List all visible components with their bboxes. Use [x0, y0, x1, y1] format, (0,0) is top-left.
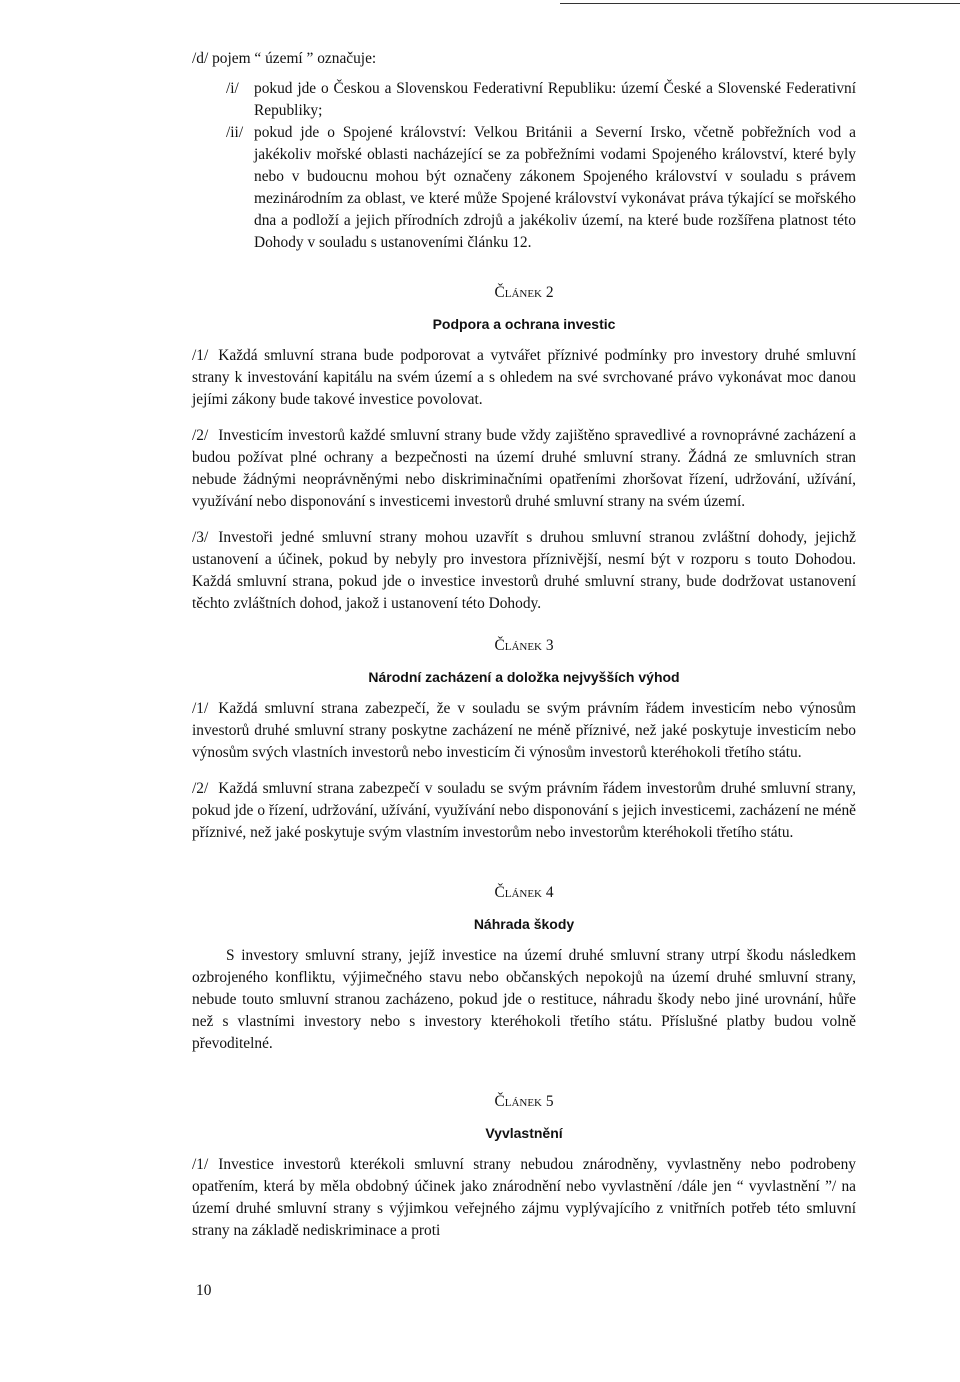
article-4-paragraph: S investory smluvní strany, jejíž investice na území druhé smluvní strany utrpí škodu následkem ozbrojeného konfliktu, výjimečného stavu nebo občanských nepokojů na území druhé smluvní strany, nebude touto smluvní stranou zacházeno, pokud jde o restituce, náhradu škody nebo jiné urovnání, hůře než s vlastními investory nebo s investory kteréhokoli třetího státu. Příslušné platby budou volně převoditelné.	[192, 947, 856, 1052]
article-2-paragraph-1	[192, 345, 856, 411]
article-2-paragraph-3	[192, 527, 856, 615]
article-number: Článek 3	[494, 637, 554, 654]
article-title: Náhrada škody	[473, 916, 575, 932]
definition-intro: /d/ pojem “ území ” označuje:	[192, 50, 377, 67]
article-2-paragraph-2	[192, 425, 856, 513]
article-5-paragraph-1	[192, 1154, 856, 1242]
paragraph-label: /1/	[192, 347, 209, 364]
article-number: Článek 5	[494, 1093, 554, 1110]
article-2	[192, 282, 856, 335]
article-title: Podpora a ochrana investic	[432, 316, 616, 332]
article-3-paragraph-1	[192, 698, 856, 764]
paragraph-label: /2/	[192, 780, 209, 797]
sub-item-i	[226, 78, 856, 122]
sub-item-text: pokud jde o Spojené království: Velkou Británii a Severní Irsko, včetně pobřežních vod a jakékoliv mořské oblasti nacházející se za pobřežními vodami Spojeného království, které byly nebo v budoucnu mohou být označeny zákonem Spojeného království v souladu s právem mezinárodním za oblast, ve které může Spojené království vykonávat práva týkající se mořského dna a podloží a jejich přírodních zdrojů a jakékoliv území, na které bude rozšířena platnost této Dohody v souladu s ustanoveními článku 12.	[254, 124, 856, 251]
sub-item-label: /i/	[226, 80, 239, 97]
paragraph-text: Investice investorů kterékoli smluvní strany nebudou znárodněny, vyvlastněny nebo podrobeny opatřením, která by měla obdobný účinek jako znárodnění nebo vyvlastnění /dále jen “ vyvlastnění ”/ na území druhé smluvní strany s výjimkou veřejného zájmu vyplývajícího z vnitřních potřeb této smluvní strany na základě nediskriminace a proti	[192, 1156, 856, 1239]
article-title: Národní zacházení a doložka nejvyšších výhod	[368, 669, 680, 685]
paragraph-text: Každá smluvní strana zabezpečí, že v souladu se svým právním řádem investicím nebo výnosům investorů druhé smluvní strany poskytne zacházení ne méně příznivé, než jaké poskytuje investicím nebo výnosům svých vlastních investorů nebo investicím či výnosům investorů kteréhokoli třetího státu.	[192, 700, 856, 761]
sub-item-ii	[226, 122, 856, 254]
article-3-paragraph-2	[192, 778, 856, 844]
document-page	[192, 48, 856, 1252]
paragraph-label: /1/	[192, 700, 209, 717]
paragraph-text: Každá smluvní strana bude podporovat a vytvářet příznivé podmínky pro investory druhé smluvní strany k investování kapitálu na svém území a s ohledem na své svrchované právo vykonávat moc danou jejími zákony bude takové investice povolovat.	[192, 347, 856, 408]
paragraph-label: /1/	[192, 1156, 209, 1173]
article-title: Vyvlastnění	[485, 1125, 563, 1141]
paragraph-text: Každá smluvní strana zabezpečí v souladu se svým právním řádem investorům druhé smluvní strany, pokud jde o řízení, udržování, užívání, využívání nebo disponování s jejich investicemi, zacházení ne méně příznivé, než jaké poskytuje svým vlastním investorům nebo investorům kteréhokoli třetího státu.	[192, 780, 856, 841]
article-4	[192, 882, 856, 935]
article-5	[192, 1091, 856, 1144]
paragraph-label: /2/	[192, 427, 209, 444]
paragraph-text: Investicím investorů každé smluvní strany bude vždy zajištěno spravedlivé a rovnoprávné zacházení a budou požívat plné ochrany a bezpečnosti na území druhé smluvní strany. Žádná ze smluvních stran nebude žádnými neoprávněnými nebo diskriminačními opatřeními zhoršovat řízení, udržování, užívání, využívání nebo disponování s investicemi investorů druhé smluvní strany na svém území.	[192, 427, 856, 510]
article-number: Článek 2	[494, 284, 554, 301]
article-3	[192, 635, 856, 688]
paragraph-label: /3/	[192, 529, 209, 546]
page-number: 10	[196, 1282, 212, 1299]
top-rule	[560, 3, 960, 4]
sub-item-text: pokud jde o Českou a Slovenskou Federativní Republiku: území České a Slovenské Federativní Republiky;	[254, 80, 856, 119]
paragraph-text: Investoři jedné smluvní strany mohou uzavřít s druhou smluvní stranou zvláštní dohody, jejichž ustanovení a účinek, pokud by nebyly pro investora příznivější, nesmí být v rozporu s touto Dohodou. Každá smluvní strana, pokud jde o investice investorů druhé smluvní strany, bude dodržovat ustanovení těchto zvláštních dohod, jakož i ustanovení této Dohody.	[192, 529, 856, 612]
sub-item-label: /ii/	[226, 124, 244, 141]
article-number: Článek 4	[494, 884, 554, 901]
